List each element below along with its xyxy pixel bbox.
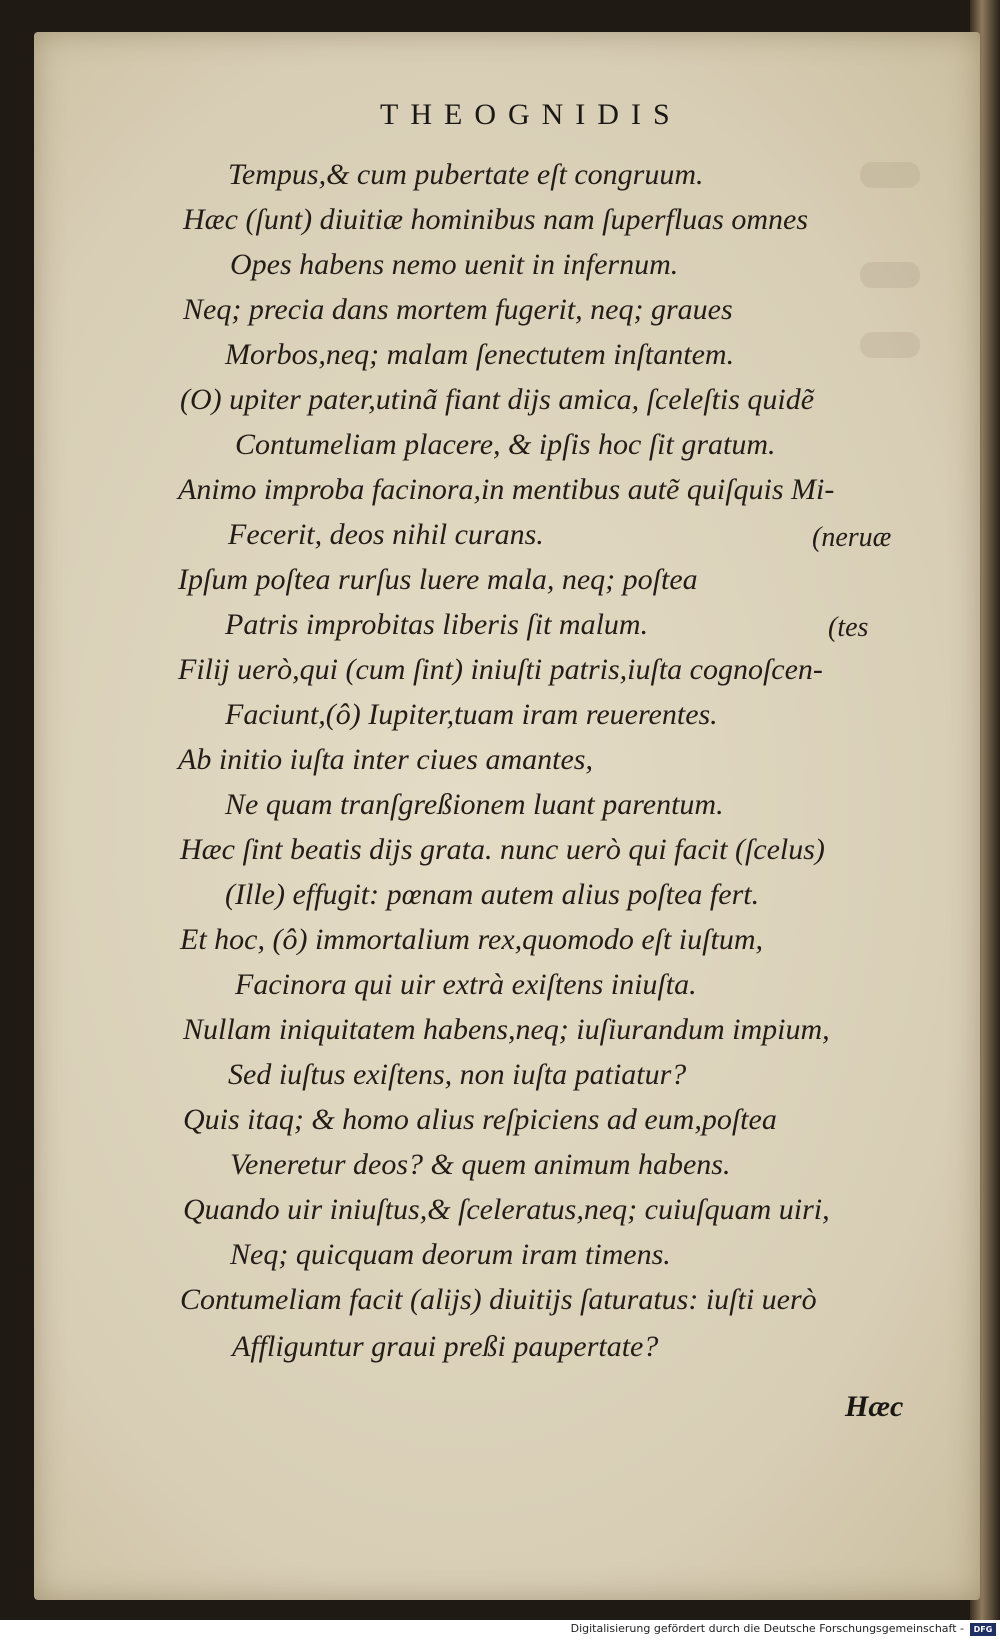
verse-line: Faciunt,(ô) Iupiter,tuam iram reuerentes. bbox=[225, 698, 718, 731]
verse-line: Nullam iniquitatem habens,neq; iuſiurandum impium, bbox=[183, 1013, 830, 1046]
verse-line: Fecerit, deos nihil curans. bbox=[228, 518, 544, 551]
verse-line: Neq; precia dans mortem fugerit, neq; graues bbox=[183, 293, 733, 326]
verse-line: (O) upiter pater,utinã fiant dijs amica, ſceleſtis quidẽ bbox=[180, 383, 815, 416]
verse-line: Hæc (ſunt) diuitiæ hominibus nam ſuperfluas omnes bbox=[183, 203, 808, 236]
verse-line: Affliguntur graui preßi paupertate? bbox=[232, 1330, 659, 1363]
verse-line: Et hoc, (ô) immortalium rex,quomodo eſt iuſtum, bbox=[180, 923, 763, 956]
verse-line: Sed iuſtus exiſtens, non iuſta patiatur? bbox=[228, 1058, 687, 1091]
verse-line: (Ille) effugit: pœnam autem alius poſtea fert. bbox=[225, 878, 760, 911]
verse-line: Neq; quicquam deorum iram timens. bbox=[230, 1238, 671, 1271]
show-through bbox=[860, 262, 920, 288]
verse-line: Opes habens nemo uenit in infernum. bbox=[230, 248, 679, 281]
verse-line: Veneretur deos? & quem animum habens. bbox=[230, 1148, 731, 1181]
verse-line: Animo improba facinora,in mentibus autẽ quiſquis Mi- bbox=[178, 473, 835, 506]
verse-line: Ne quam tranſgreßionem luant parentum. bbox=[225, 788, 724, 821]
margin-note: (neruæ bbox=[812, 522, 892, 553]
funding-credit: Digitalisierung gefördert durch die Deutsche Forschungsgemeinschaft - bbox=[570, 1622, 964, 1635]
show-through bbox=[860, 162, 920, 188]
verse-line: Hæc ſint beatis dijs grata. nunc uerò qui facit (ſcelus) bbox=[180, 833, 825, 866]
verse-line: Contumeliam facit (alijs) diuitijs ſaturatus: iuſti uerò bbox=[180, 1283, 817, 1316]
verse-line: Ab initio iuſta inter ciues amantes, bbox=[178, 743, 593, 776]
running-head: THEOGNIDIS bbox=[380, 98, 682, 131]
catchword: Hæc bbox=[845, 1390, 904, 1423]
show-through bbox=[860, 332, 920, 358]
verse-line: Ipſum poſtea rurſus luere mala, neq; poſtea bbox=[178, 563, 698, 596]
footer-bar bbox=[0, 1620, 1000, 1640]
dfg-logo-icon: DFG bbox=[970, 1623, 996, 1636]
verse-line: Tempus,& cum pubertate eſt congruum. bbox=[228, 158, 704, 191]
verse-line: Quando uir iniuſtus,& ſceleratus,neq; cuiuſquam uiri, bbox=[183, 1193, 830, 1226]
margin-note: (tes bbox=[828, 612, 869, 643]
verse-line: Facinora qui uir extrà exiſtens iniuſta. bbox=[235, 968, 697, 1001]
verse-line: Morbos,neq; malam ſenectutem inſtantem. bbox=[225, 338, 735, 371]
verse-line: Filij uerò,qui (cum ſint) iniuſti patris,iuſta cognoſcen- bbox=[178, 653, 823, 686]
verse-line: Quis itaq; & homo alius reſpiciens ad eum,poſtea bbox=[183, 1103, 777, 1136]
verse-line: Patris improbitas liberis ſit malum. bbox=[225, 608, 649, 641]
verse-line: Contumeliam placere, & ipſis hoc ſit gratum. bbox=[235, 428, 776, 461]
